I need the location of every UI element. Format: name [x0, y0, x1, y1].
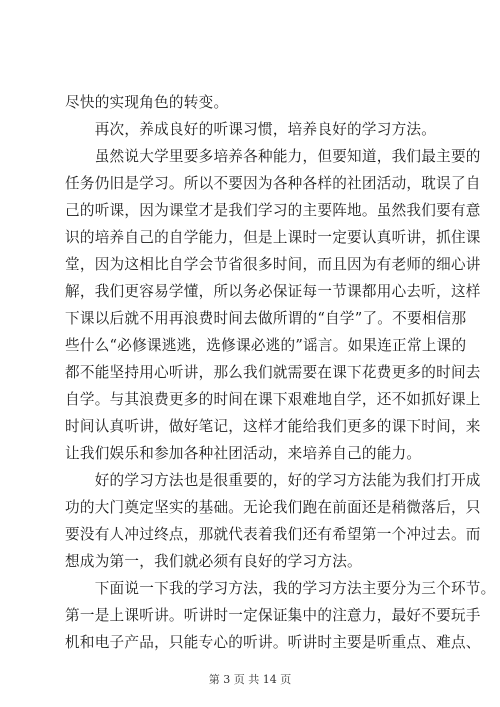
text-line: 第一是上课听讲。听讲时一定保证集中的注意力，最好不要玩手 — [65, 607, 481, 624]
text-line: 要没有人冲过终点，那就代表着我们还有希望第一个冲过去。而 — [65, 526, 481, 543]
text-line: 识的培养自己的自学能力，但是上课时一定要认真听讲，抓住课 — [65, 229, 481, 246]
text-line: 想成为第一，我们就必须有良好的学习方法。 — [65, 553, 362, 570]
text-line: 堂，因为这相比自学会节省很多时间，而且因为有老师的细心讲 — [65, 256, 481, 273]
text-line: 些什么“必修课逃逃，选修课必逃的”谣言。如果连正常上课的 — [65, 337, 467, 354]
text-line: 虽然说大学里要多培养各种能力，但要知道，我们最主要的 — [65, 148, 481, 165]
text-line: 任务仍旧是学习。所以不要因为各种各样的社团活动，耽误了自 — [65, 175, 481, 192]
text-line: 让我们娱乐和参加各种社团活动，来培养自己的能力。 — [65, 445, 422, 462]
text-line: 解，我们更容易学懂，所以务必保证每一节课都用心去听，这样 — [65, 283, 481, 300]
text-line: 时间认真听讲，做好笔记，这样才能给我们更多的课下时间，来 — [65, 418, 481, 435]
text-line: 自学。与其浪费更多的时间在课下艰难地自学，还不如抓好课上 — [65, 391, 481, 408]
text-line: 己的听课，因为课堂才是我们学习的主要阵地。虽然我们要有意 — [65, 202, 481, 219]
text-line: 功的大门奠定坚实的基础。无论我们跑在前面还是稍微落后，只 — [65, 499, 481, 516]
text-line: 下面说一下我的学习方法，我的学习方法主要分为三个环节。 — [65, 580, 496, 597]
text-line: 尽快的实现角色的转变。 — [65, 94, 229, 111]
text-line: 再次，养成良好的听课习惯，培养良好的学习方法。 — [65, 121, 437, 138]
text-line: 机和电子产品，只能专心的听讲。听讲时主要是听重点、难点、 — [65, 634, 481, 651]
page-footer: 第 3 页 共 14 页 — [208, 673, 292, 686]
text-line: 都不能坚持用心听讲，那么我们就需要在课下花费更多的时间去 — [65, 364, 481, 381]
text-line: 下课以后就不用再浪费时间去做所谓的“自学”了。不要相信那 — [65, 310, 467, 327]
text-line: 好的学习方法也是很重要的，好的学习方法能为我们打开成 — [65, 472, 481, 489]
